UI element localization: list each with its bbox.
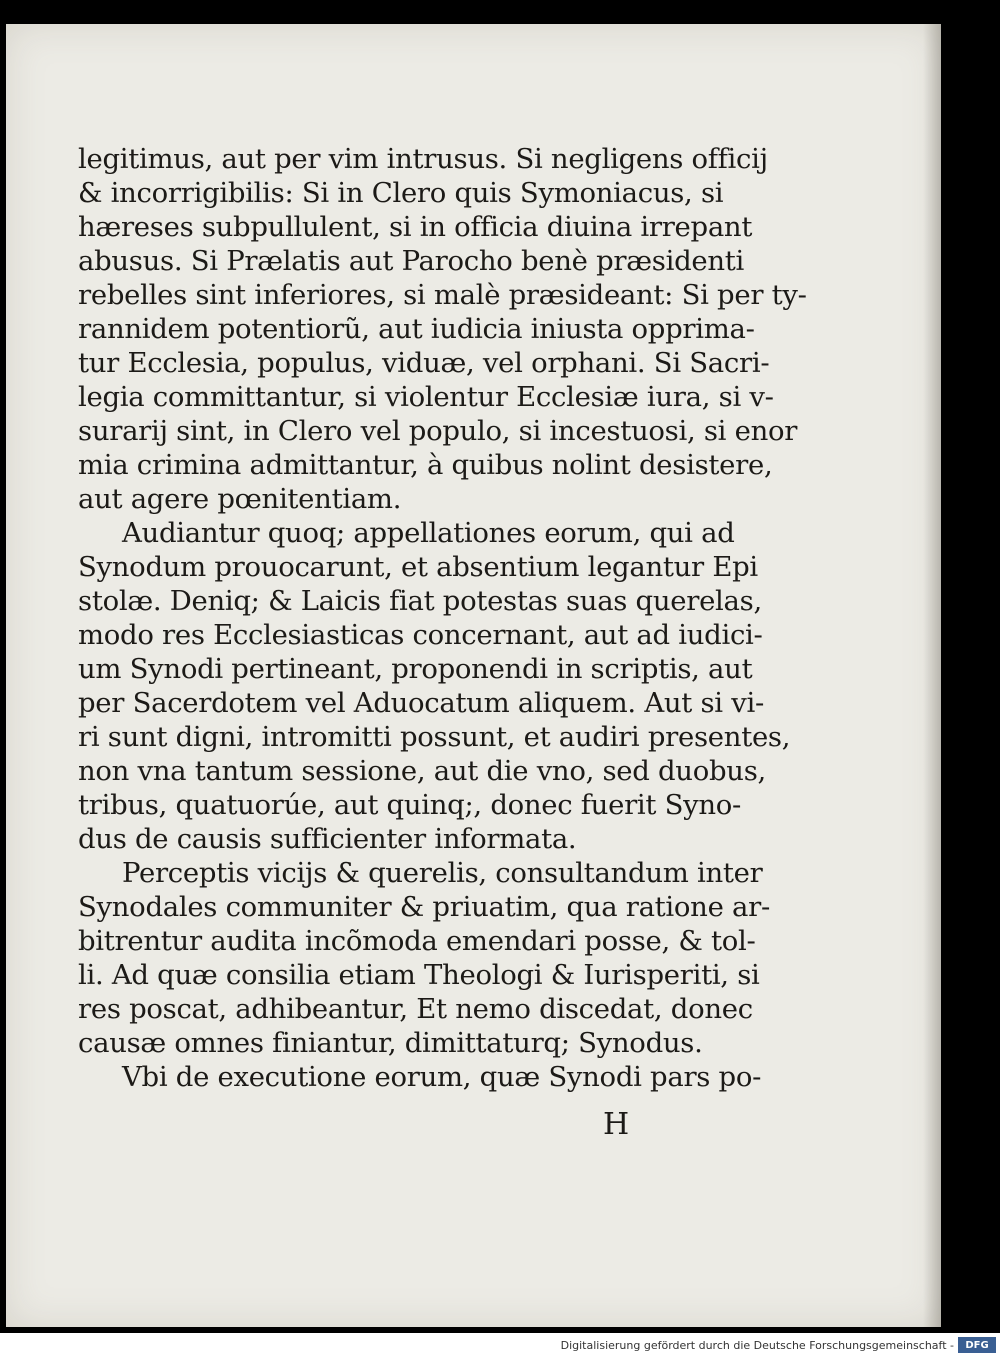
- text-line: bitrentur audita incõmoda emendari posse, & tol-: [78, 925, 756, 957]
- dfg-logo-icon[interactable]: DFG: [958, 1337, 996, 1353]
- text-line: rebelles sint inferiores, si malè præsideant: Si per ty-: [78, 279, 807, 311]
- text-line: causæ omnes finiantur, dimittaturq; Synodus.: [78, 1027, 703, 1059]
- text-line: tur Ecclesia, populus, viduæ, vel orphani. Si Sacri-: [78, 347, 770, 379]
- book-page: [6, 24, 941, 1327]
- text-line: hæreses subpullulent, si in officia diuina irrepant: [78, 211, 753, 243]
- signature-mark: H: [603, 1107, 630, 1142]
- footer-bar: [0, 1333, 1000, 1358]
- funding-notice: Digitalisierung gefördert durch die Deutsche Forschungsgemeinschaft -: [560, 1339, 954, 1352]
- text-line: legitimus, aut per vim intrusus. Si negligens officij: [78, 143, 768, 175]
- text-line: modo res Ecclesiasticas concernant, aut ad iudici-: [78, 619, 763, 651]
- text-line: rannidem potentiorũ, aut iudicia iniusta opprima-: [78, 313, 755, 345]
- text-line: stolæ. Deniq; & Laicis fiat potestas suas querelas,: [78, 585, 762, 617]
- text-line: um Synodi pertineant, proponendi in scriptis, aut: [78, 653, 753, 685]
- text-line: abusus. Si Prælatis aut Parocho benè præsidenti: [78, 245, 745, 277]
- text-line: Synodum prouocarunt, et absentium legantur Epi: [78, 551, 758, 583]
- text-line: & incorrigibilis: Si in Clero quis Symoniacus, si: [78, 177, 724, 209]
- text-line: surarij sint, in Clero vel populo, si incestuosi, si enor: [78, 415, 798, 447]
- text-line: dus de causis sufficienter informata.: [78, 823, 577, 855]
- text-line: Audiantur quoq; appellationes eorum, qui ad: [122, 517, 735, 549]
- text-line: Perceptis vicijs & querelis, consultandum inter: [122, 857, 763, 889]
- text-line: Synodales communiter & priuatim, qua ratione ar-: [78, 891, 770, 923]
- text-line: non vna tantum sessione, aut die vno, sed duobus,: [78, 755, 766, 787]
- text-line: mia crimina admittantur, à quibus nolint desistere,: [78, 449, 773, 481]
- text-line: ri sunt digni, intromitti possunt, et audiri presentes,: [78, 721, 791, 753]
- text-line: tribus, quatuorúe, aut quinq;, donec fuerit Syno-: [78, 789, 742, 821]
- page-text: [78, 142, 807, 1094]
- text-line: li. Ad quæ consilia etiam Theologi & Iurisperiti, si: [78, 959, 760, 991]
- text-line: Vbi de executione eorum, quæ Synodi pars po-: [122, 1061, 762, 1093]
- text-line: per Sacerdotem vel Aduocatum aliquem. Aut si vi-: [78, 687, 764, 719]
- text-line: legia committantur, si violentur Ecclesiæ iura, si v-: [78, 381, 774, 413]
- text-line: res poscat, adhibeantur, Et nemo discedat, donec: [78, 993, 753, 1025]
- text-line: aut agere pœnitentiam.: [78, 483, 402, 515]
